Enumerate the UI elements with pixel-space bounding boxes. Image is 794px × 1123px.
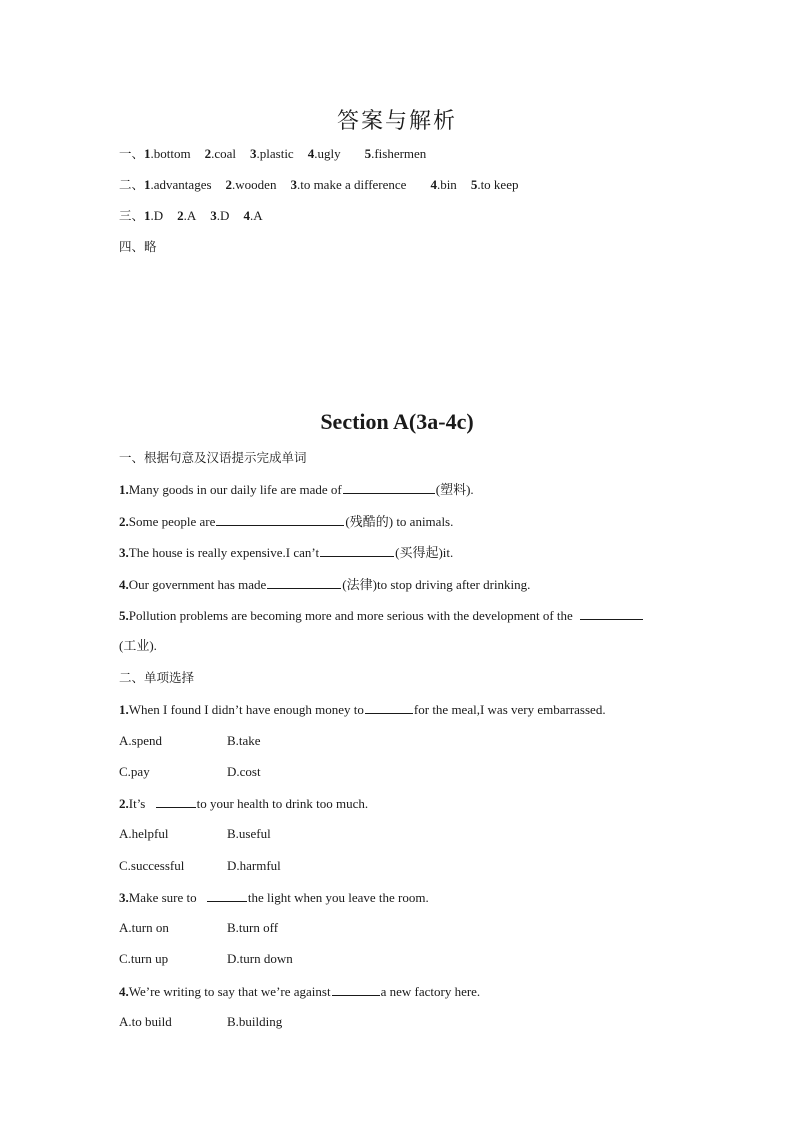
question-hint: (残酷的) [345,514,394,529]
fill-question-5-hint: (工业). [119,638,157,653]
answer-num: 2 [204,146,212,161]
question-text: Make sure to [128,890,200,905]
answer-num: 3 [210,208,217,223]
question-num: 4. [119,577,129,592]
choice-options-row [119,733,261,749]
answer-row-4: 四、略 [119,239,157,254]
question-num: 4. [119,984,129,999]
answer-blank[interactable] [332,983,380,996]
option-a[interactable]: A.to build [119,1014,172,1029]
question-text: We’re writing to say that we’re against [128,984,331,999]
answer-blank[interactable] [156,795,196,808]
answer-row-prefix: 一、 [119,146,145,161]
section-title: Section A(3a-4c) [320,409,474,434]
answer-text: .fishermen [371,146,427,161]
choice-question-3 [119,889,429,906]
question-hint: (买得起) [395,545,443,560]
option-a[interactable]: A.spend [119,733,162,748]
option-d[interactable]: D.turn down [227,951,293,966]
option-b[interactable]: B.take [227,733,261,748]
question-text-after: a new factory here. [380,984,481,999]
question-num: 5. [119,608,129,623]
option-d[interactable]: D.harmful [227,858,281,873]
question-text-after: to your health to drink too much. [196,796,369,811]
fill-question-1 [119,481,474,498]
option-a[interactable]: A.turn on [119,920,169,935]
option-c[interactable]: C.pay [119,764,150,779]
answers-title: 答案与解析 [336,108,457,133]
choice-options-row [119,764,261,780]
question-text-after: to stop driving after drinking. [376,577,531,592]
option-b[interactable]: B.useful [227,826,271,841]
question-num: 3. [119,890,129,905]
question-text: When I found I didn’t have enough money to [128,702,364,717]
question-text: Our government has made [128,577,267,592]
option-c[interactable]: C.turn up [119,951,169,966]
answer-row-prefix: 三、 [119,208,145,223]
answer-num: 3 [290,177,297,192]
answer-blank[interactable] [320,544,394,557]
question-text-after: it. [442,545,454,560]
fill-question-3 [119,544,453,561]
answer-num: 4 [307,146,315,161]
answer-num: 5 [470,177,478,192]
question-text-after: the light when you leave the room. [247,890,429,905]
question-num: 1. [119,482,129,497]
fill-question-5 [119,607,644,624]
answer-text: .plastic [256,146,294,161]
answer-text: .A [183,208,197,223]
answer-num: 1 [144,177,151,192]
answer-text: .advantages [150,177,212,192]
choice-options-row [119,951,293,967]
option-b[interactable]: B.building [227,1014,283,1029]
answer-row-3 [119,208,263,224]
part2-heading: 二、单项选择 [119,670,195,685]
question-text-after: for the meal,I was very embarrassed. [413,702,606,717]
question-num: 1. [119,702,129,717]
answer-row-prefix: 二、 [119,177,145,192]
answer-num: 2 [225,177,233,192]
option-c[interactable]: C.successful [119,858,185,873]
question-num: 2. [119,796,129,811]
answer-text: .ugly [314,146,341,161]
option-a[interactable]: A.helpful [119,826,169,841]
answer-text: .bottom [150,146,191,161]
choice-question-2 [119,795,368,812]
option-b[interactable]: B.turn off [227,920,279,935]
answer-blank[interactable] [267,576,341,589]
answer-num: 4 [430,177,437,192]
question-text: The house is really expensive.I can’t [128,545,320,560]
choice-options-row [119,826,271,842]
answer-text: .D [216,208,230,223]
question-hint: (塑料). [435,482,474,497]
answer-text: .bin [436,177,457,192]
answer-blank[interactable] [580,607,643,620]
answer-num: 3 [250,146,257,161]
answer-row-2 [119,177,518,193]
answer-blank[interactable] [216,513,344,526]
question-text: Pollution problems are becoming more and more serious with the development of the [128,608,573,623]
question-hint: (法律) [342,577,377,592]
question-text-after: to animals. [393,514,454,529]
answer-num: 1 [144,208,151,223]
fill-question-4 [119,576,530,593]
choice-question-1 [119,701,606,718]
answer-blank[interactable] [365,701,413,714]
part1-heading: 一、根据句意及汉语提示完成单词 [119,450,307,465]
answer-text: .A [249,208,263,223]
answer-num: 5 [364,146,372,161]
option-d[interactable]: D.cost [227,764,261,779]
question-num: 2. [119,514,129,529]
answer-text: .to make a difference [296,177,407,192]
question-num: 3. [119,545,129,560]
answer-text: .coal [211,146,237,161]
answer-blank[interactable] [343,481,435,494]
answer-num: 1 [144,146,151,161]
answer-num: 2 [177,208,184,223]
choice-question-4 [119,983,480,1000]
fill-question-2 [119,513,453,530]
answer-text: .wooden [232,177,277,192]
answer-text: .D [150,208,164,223]
answer-row-1 [119,146,426,162]
answer-text: .to keep [477,177,519,192]
answer-num: 4 [243,208,250,223]
question-text: It’s [128,796,149,811]
answer-blank[interactable] [207,889,247,902]
choice-options-row [119,858,281,874]
choice-options-row [119,920,279,936]
question-text: Some people are [128,514,216,529]
choice-options-row [119,1014,283,1030]
question-text: Many goods in our daily life are made of [128,482,342,497]
